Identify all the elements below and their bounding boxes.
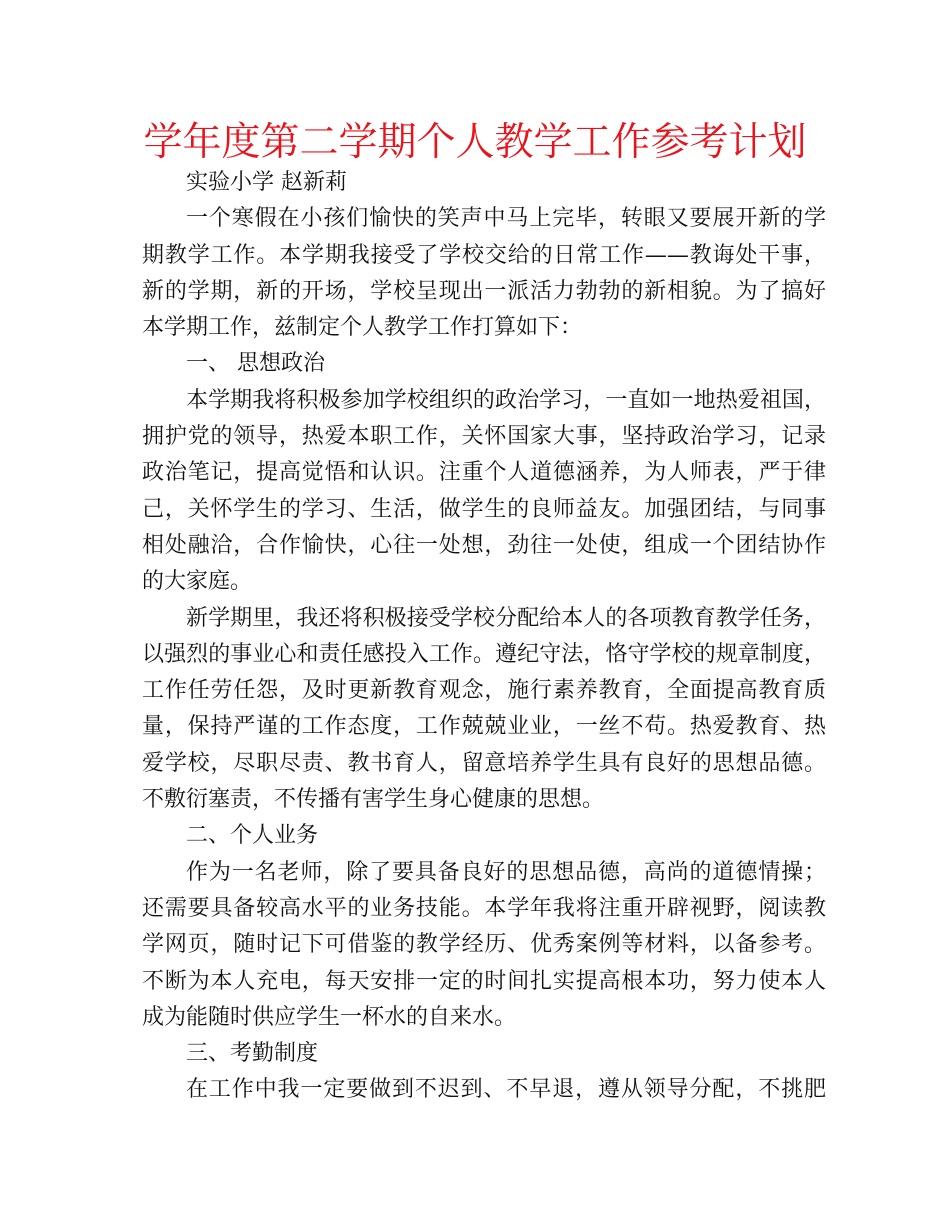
text-line: 期教学工作。本学期我接受了学校交给的日常工作——教诲处干事， [142, 242, 826, 268]
text-line: 三、考勤制度 [186, 1041, 319, 1067]
text-line: 一个寒假在小孩们愉快的笑声中马上完毕，转眼又要展开新的学 [186, 206, 826, 232]
text-line: 二、个人业务 [186, 823, 319, 849]
text-line: 成为能随时供应学生一杯水的自来水。 [142, 1004, 517, 1030]
text-line: 作为一名老师，除了要具备良好的思想品德，高尚的道德情操； [186, 859, 826, 885]
text-line: 拥护党的领导，热爱本职工作，关怀国家大事，坚持政治学习，记录 [142, 424, 826, 450]
text-line: 一、 思想政治 [186, 351, 325, 377]
text-line: 在工作中我一定要做到不迟到、不早退，遵从领导分配，不挑肥 [186, 1077, 826, 1103]
text-line: 不断为本人充电，每天安排一定的时间扎实提高根本功，努力使本人 [142, 968, 826, 994]
text-line: 实验小学 赵新莉 [186, 170, 347, 195]
text-line: 新的学期，新的开场，学校呈现出一派活力勃勃的新相貌。为了搞好 [142, 278, 826, 304]
text-line: 本学期工作，兹制定个人教学工作打算如下： [142, 315, 583, 341]
text-line: 的大家庭。 [142, 569, 253, 595]
text-line: 学网页，随时记下可借鉴的教学经历、优秀案例等材料，以备参考。 [142, 932, 826, 958]
text-line: 相处融洽，合作愉快，心往一处想，劲往一处使，组成一个团结协作 [142, 532, 826, 558]
document-body [142, 165, 826, 1109]
text-line: 本学期我将积极参加学校组织的政治学习，一直如一地热爱祖国， [186, 387, 826, 413]
text-line: 新学期里，我还将积极接受学校分配给本人的各项教育教学任务， [186, 605, 826, 631]
text-line: 还需要具备较高水平的业务技能。本学年我将注重开辟视野，阅读教 [142, 895, 826, 921]
text-line: 不敷衍塞责，不传播有害学生身心健康的思想。 [142, 787, 605, 813]
text-line: 工作任劳任怨，及时更新教育观念，施行素养教育，全面提高教育质 [142, 678, 826, 704]
text-line: 以强烈的事业心和责任感投入工作。遵纪守法，恪守学校的规章制度， [142, 641, 826, 667]
text-line: 爱学校，尽职尽责、教书育人，留意培养学生具有良好的思想品德。 [142, 750, 826, 776]
text-line: 政治笔记，提高觉悟和认识。注重个人道德涵养，为人师表，严于律 [142, 460, 826, 486]
text-line: 己，关怀学生的学习、生活，做学生的良师益友。加强团结，与同事 [142, 496, 826, 522]
document-title: 学年度第二学期个人教学工作参考计划 [143, 120, 807, 165]
text-line: 量，保持严谨的工作态度，工作兢兢业业，一丝不苟。热爱教育、热 [142, 714, 826, 740]
